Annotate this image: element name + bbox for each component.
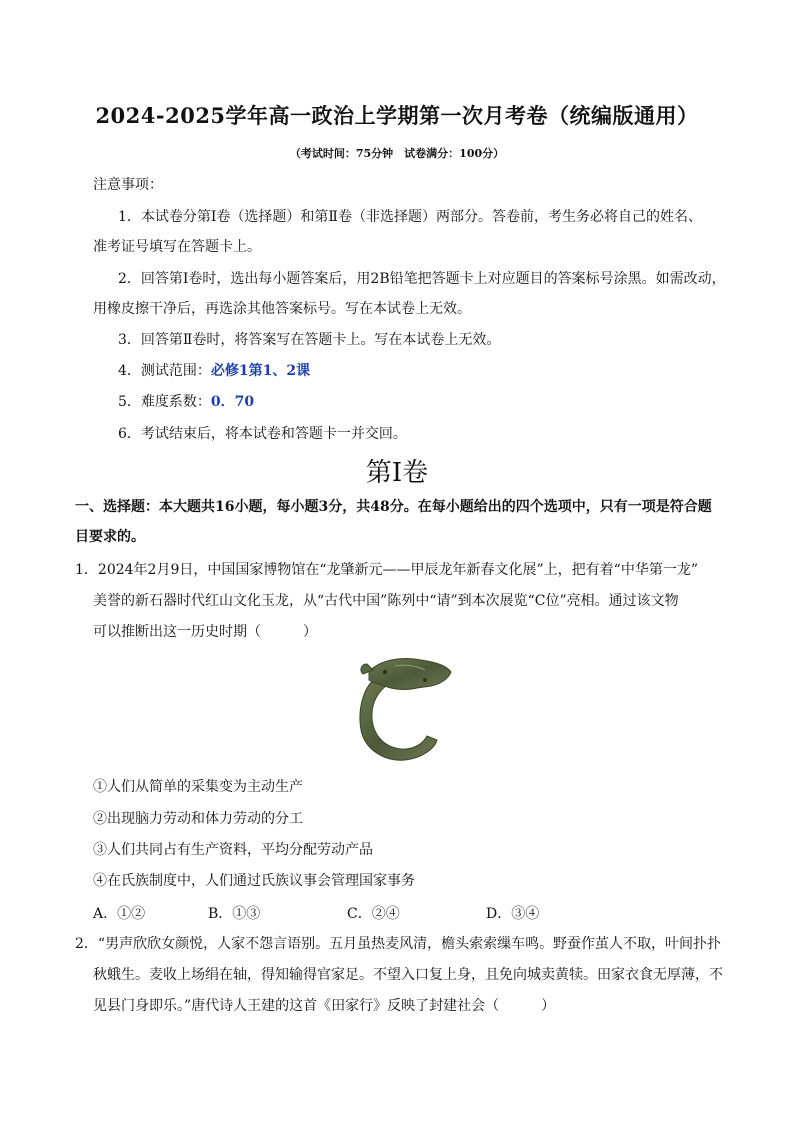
q2-stem-line-2: 秋蛾生。麦收上场绢在轴，得知输得官家足。不望入口复上身，且免向城卖黄犊。田家衣食无厚薄，不 <box>93 967 723 983</box>
note-5-value: 0．70 <box>210 394 255 410</box>
q1-option-c: C．②④ <box>347 906 400 922</box>
note-4-label: 4．测试范围： <box>118 363 211 379</box>
q1-statement-3: ③人们共同占有生产资料，平均分配劳动产品 <box>93 842 373 858</box>
note-5 <box>118 393 254 411</box>
q1-statement-4: ④在氏族制度中，人们通过氏族议事会管理国家事务 <box>93 873 415 889</box>
exam-title: 2024-2025学年高一政治上学期第一次月考卷（统编版通用） <box>95 103 699 128</box>
section-instruction-line-2: 目要求的。 <box>75 529 145 545</box>
q1-option-b: B．①③ <box>208 906 261 922</box>
q2-stem-line-1: 2．“男声欣欣女颜悦，人家不怨言语别。五月虽热麦风清，檐头索索缫车鸣。野蚕作茧人不取，叶间扑扑 <box>75 936 722 952</box>
note-6: 6．考试结束后，将本试卷和答题卡一并交回。 <box>118 426 407 442</box>
note-1-line-1: 1．本试卷分第Ⅰ卷（选择题）和第Ⅱ卷（非选择题）两部分。答卷前，考生务必将自己的姓名、 <box>118 209 702 225</box>
q2-stem-line-3: 见县门身即乐。”唐代诗人王建的这首《田家行》反映了封建社会（ ） <box>93 998 556 1014</box>
note-3: 3．回答第Ⅱ卷时，将答案写在答题卡上。写在本试卷上无效。 <box>118 332 501 348</box>
q1-option-a: A．①② <box>93 906 146 922</box>
section-title: 第Ⅰ卷 <box>365 458 429 488</box>
note-1-line-2: 准考证号填写在答题卡上。 <box>93 239 261 255</box>
note-4 <box>118 362 310 380</box>
note-2-line-2: 用橡皮擦干净后，再选涂其他答案标号。写在本试卷上无效。 <box>93 301 471 317</box>
exam-subtitle: （考试时间：75分钟 试卷满分：100分） <box>289 147 505 160</box>
q1-stem-line-3: 可以推断出这一历史时期（ ） <box>93 624 317 640</box>
jade-dragon-image <box>355 652 455 764</box>
q1-option-d: D．③④ <box>486 906 540 922</box>
q1-statement-2: ②出现脑力劳动和体力劳动的分工 <box>93 811 303 827</box>
note-5-label: 5．难度系数： <box>118 394 211 410</box>
q1-stem-line-2: 美誉的新石器时代红山文化玉龙，从“古代中国”陈列中“请”到本次展览“C位”亮相。通过该文物 <box>93 593 679 609</box>
q1-stem-line-1: 1．2024年2月9日，中国国家博物馆在“龙肇新元——甲辰龙年新春文化展”上，把有着“中华第一龙” <box>75 562 698 578</box>
notes-heading: 注意事项： <box>93 177 163 193</box>
q1-statement-1: ①人们从简单的采集变为主动生产 <box>93 779 303 795</box>
note-2-line-1: 2．回答第Ⅰ卷时，选出每小题答案后，用2B铅笔把答题卡上对应题目的答案标号涂黑。如需改动， <box>118 271 726 287</box>
section-instruction-line-1: 一、选择题：本大题共16小题，每小题3分，共48分。在每小题给出的四个选项中，只有一项是符合题 <box>75 499 712 515</box>
note-4-value: 必修1第1、2课 <box>210 363 311 379</box>
